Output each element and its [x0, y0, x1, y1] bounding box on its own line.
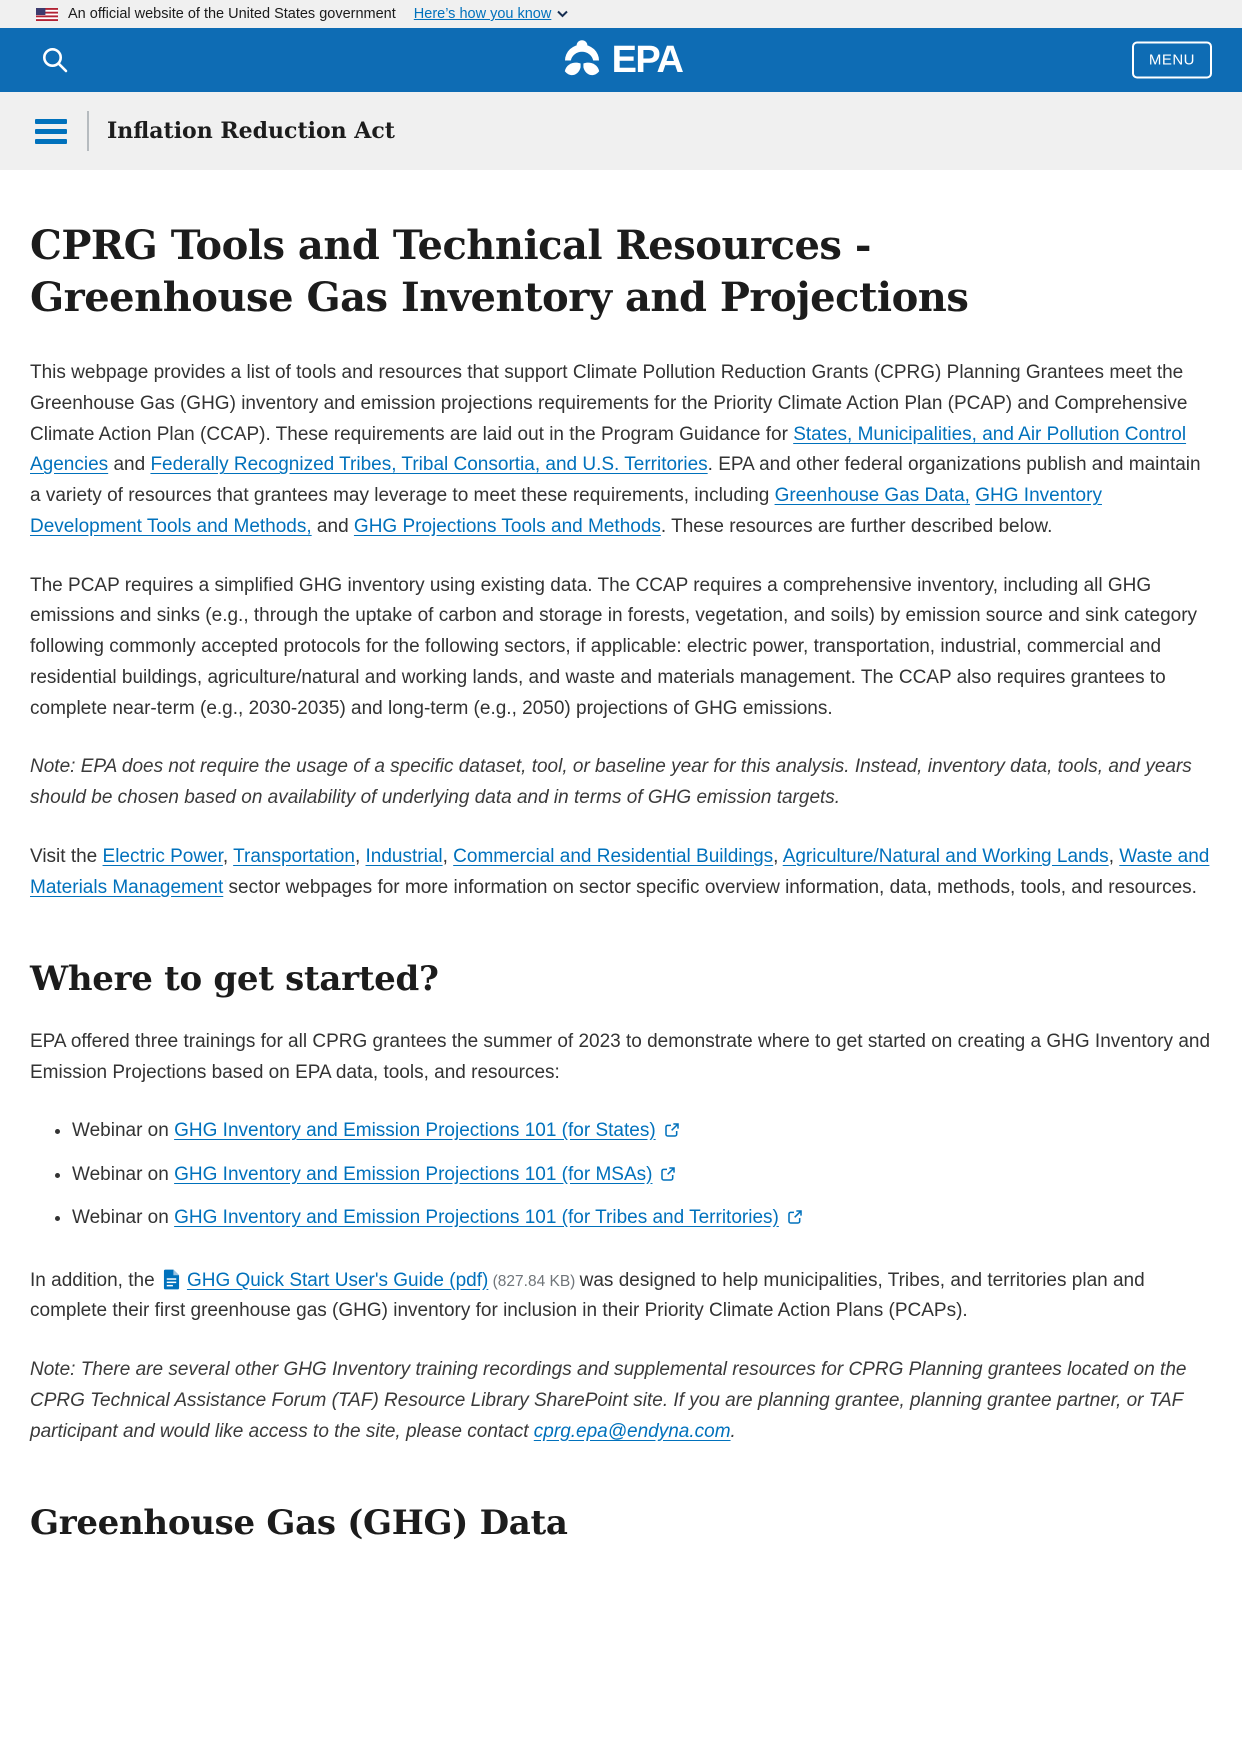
text-run: Visit the [30, 845, 103, 867]
link-transportation[interactable]: Transportation [233, 845, 355, 867]
text-run: , [773, 845, 783, 867]
heres-how-you-know-link[interactable]: Here’s how you know [408, 5, 575, 23]
link-waste-materials-management[interactable]: Waste and Materials Management [30, 845, 1210, 898]
section-nav-bar [0, 92, 1242, 170]
text-run: In addition, the [30, 1269, 160, 1291]
us-flag-icon [36, 8, 58, 21]
link-industrial[interactable]: Industrial [365, 845, 443, 867]
text-run: and [311, 515, 354, 537]
search-button[interactable] [36, 41, 74, 79]
intro-paragraph [30, 358, 1212, 543]
text-run: . These resources are further described below. [660, 515, 1053, 537]
webinar-prefix: Webinar on [72, 1120, 175, 1142]
link-ghg-quick-start-guide[interactable]: GHG Quick Start User's Guide (pdf) [186, 1269, 489, 1291]
webinar-list-item [72, 1204, 1212, 1232]
gov-banner-text: An official website of the United States government [68, 6, 396, 22]
section-menu-toggle-button[interactable] [33, 112, 69, 151]
external-link-icon [660, 1166, 676, 1182]
text-run: Note: EPA does not require the usage of a specific dataset, tool, or baseline year for this analysis. Instead, inventory data, tools, and years should be chosen based on availability of underlying data and in terms of GHG emission targets. [30, 756, 1192, 809]
webinar-list-item [72, 1117, 1212, 1145]
external-link-icon [787, 1209, 803, 1225]
external-link-icon [664, 1122, 680, 1138]
text-run: , [1108, 845, 1120, 867]
text-run: (827.84 KB) [488, 1272, 580, 1290]
webinar-list [30, 1117, 1212, 1232]
page-title: CPRG Tools and Technical Resources - Greenhouse Gas Inventory and Projections [30, 222, 969, 321]
epa-logo-text: EPA [611, 39, 683, 81]
link-electric-power[interactable]: Electric Power [102, 845, 223, 867]
section-title: Inflation Reduction Act [107, 118, 395, 144]
site-header [0, 28, 1242, 92]
text-run: The PCAP requires a simplified GHG inventory using existing data. The CCAP requires a comprehensive inventory, including all GHG emissions and sinks (e.g., through the uptake of carbon and storage in forests, vegetation, and soils) by emission source and sink category following commonly accepted protocols for the following sectors, if applicable: electric power, transportation, industrial, commercial and residential buildings, agriculture/natural and working lands, and waste and materials management. The CCAP also requires grantees to complete near-term (e.g., 2030-2035) and long-term (e.g., 2050) projections of GHG emissions. [30, 574, 1198, 719]
chevron-down-icon [557, 10, 568, 18]
link-agriculture-natural-working-lands[interactable]: Agriculture/Natural and Working Lands [782, 845, 1109, 867]
link-greenhouse-gas-data[interactable]: Greenhouse Gas Data, [774, 485, 970, 507]
webinar-prefix: Webinar on [72, 1163, 175, 1185]
where-to-get-started-heading: Where to get started? [30, 959, 439, 1000]
link-ghg-projections-tools[interactable]: GHG Projections Tools and Methods [353, 515, 661, 537]
text-run: . [730, 1420, 736, 1442]
epa-logo-icon [560, 38, 604, 82]
started-intro-paragraph [30, 1027, 1212, 1089]
link-commercial-residential-buildings[interactable]: Commercial and Residential Buildings [453, 845, 774, 867]
epa-logo-link[interactable] [560, 38, 683, 82]
quick-start-paragraph [30, 1266, 1212, 1328]
link-email-cprg[interactable]: cprg.epa@endyna.com [533, 1420, 731, 1442]
text-run: EPA offered three trainings for all CPRG grantees the summer of 2023 to demonstrate where to get started on creating a GHG Inventory and Emission Projections based on EPA data, tools, and resources: [30, 1031, 1211, 1084]
text-run: This webpage provides a list of tools and resources that support Climate Pollution Reduction Grants (CPRG) Planning Grantees meet the Greenhouse Gas (GHG) inventory and emission projections requirements for the Priority Climate Action Plan (PCAP) and Comprehensive Climate Action Plan (CCAP). These requirements are laid out in the Program Guidance for [30, 362, 1188, 445]
link-webinar-tribes-territories[interactable]: GHG Inventory and Emission Projections 101 (for Tribes and Territories) [174, 1207, 779, 1229]
dataset-note-paragraph [30, 752, 1212, 814]
gov-banner [0, 0, 1242, 28]
taf-note-paragraph [30, 1355, 1212, 1447]
hamburger-icon [35, 119, 67, 144]
pdf-file-icon [163, 1269, 180, 1290]
link-ghg-inventory-tools[interactable]: GHG Inventory Development Tools and Methods, [30, 485, 1102, 537]
link-webinar-msas[interactable]: GHG Inventory and Emission Projections 101 (for MSAs) [174, 1163, 653, 1185]
main-content [0, 220, 1242, 1597]
ghg-data-heading: Greenhouse Gas (GHG) Data [30, 1503, 568, 1544]
text-run: and [108, 454, 151, 476]
menu-button[interactable]: MENU [1132, 42, 1212, 79]
webinar-list-item [72, 1161, 1212, 1189]
divider [87, 111, 89, 151]
text-run: was designed to help municipalities, Tribes, and territories plan and complete their first greenhouse gas (GHG) inventory for inclusion in their Priority Climate Action Plans (PCAPs). [30, 1269, 1145, 1322]
text-run: sector webpages for more information on sector specific overview information, data, methods, tools, and resources. [223, 876, 1197, 898]
link-states-guidance[interactable]: States, Municipalities, and Air Pollution Control Agencies [30, 423, 1187, 476]
webinar-prefix: Webinar on [72, 1207, 175, 1229]
sectors-paragraph [30, 842, 1212, 904]
link-tribes-guidance[interactable]: Federally Recognized Tribes, Tribal Consortia, and U.S. Territories [150, 454, 708, 476]
text-run: Note: There are several other GHG Inventory training recordings and supplemental resources for CPRG Planning grantees located on the CPRG Technical Assistance Forum (TAF) Resource Library SharePoint site. If you are planning grantee, planning grantee partner, or TAF participant and would like access to the site, please contact [30, 1359, 1187, 1442]
text-run: . EPA and other federal organizations publish and maintain a variety of resources that grantees may leverage to meet these requirements, including [30, 454, 1201, 507]
text-run: , [222, 845, 234, 867]
requirements-paragraph [30, 571, 1212, 725]
link-webinar-states[interactable]: GHG Inventory and Emission Projections 101 (for States) [174, 1120, 656, 1142]
text-run: , [354, 845, 366, 867]
search-icon [40, 45, 70, 75]
text-run: , [442, 845, 454, 867]
